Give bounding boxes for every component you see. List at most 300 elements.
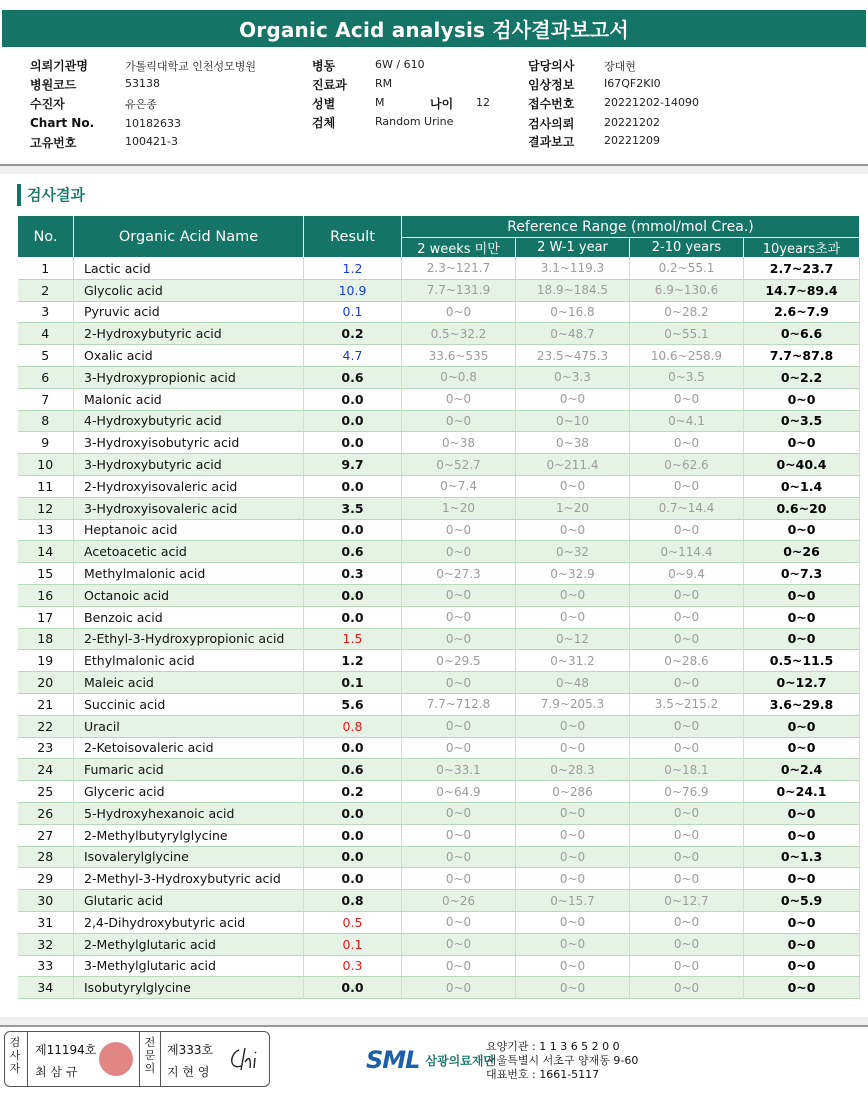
ref-2weeks: 0~38 <box>402 432 516 454</box>
row-number: 29 <box>18 868 74 890</box>
ref-2-10years: 0~0 <box>630 868 744 890</box>
acid-name: 2-Ketoisovaleric acid <box>74 737 304 759</box>
acid-name: Pyruvic acid <box>74 301 304 323</box>
row-number: 15 <box>18 563 74 585</box>
result-value: 10.9 <box>304 279 402 301</box>
row-number: 9 <box>18 432 74 454</box>
table-row <box>18 258 860 280</box>
ref-2weeks: 0~0 <box>402 628 516 650</box>
acid-name: 2-Methylglutaric acid <box>74 933 304 955</box>
header-ref-col: 2-10 years <box>630 238 744 258</box>
patient-info <box>0 57 868 165</box>
ref-2-10years: 0~0 <box>630 388 744 410</box>
ref-over-10years: 0~24.1 <box>744 781 860 803</box>
row-number: 32 <box>18 933 74 955</box>
ref-2weeks: 0~0 <box>402 868 516 890</box>
ref-2w-1year: 0~0 <box>516 846 630 868</box>
row-number: 5 <box>18 345 74 367</box>
org-line: 서울특별시 서초구 양재동 9-60 <box>486 1054 639 1067</box>
ref-2weeks: 0~0 <box>402 519 516 541</box>
ref-over-10years: 0~0 <box>744 868 860 890</box>
table-row <box>18 584 860 606</box>
acid-name: 3-Hydroxyisobutyric acid <box>74 432 304 454</box>
ref-2-10years: 0~114.4 <box>630 541 744 563</box>
ref-2w-1year: 0~0 <box>516 475 630 497</box>
divider <box>27 1032 28 1086</box>
header-ref-col: 2 W-1 year <box>516 238 630 258</box>
ref-2w-1year: 0~0 <box>516 737 630 759</box>
logo-name: 삼광의료재단 <box>425 1053 496 1068</box>
acid-name: Oxalic acid <box>74 345 304 367</box>
header-name: Organic Acid Name <box>74 216 304 258</box>
table-row <box>18 410 860 432</box>
header-reference-range: Reference Range (mmol/mol Crea.) <box>402 216 860 238</box>
ref-2weeks: 0~26 <box>402 890 516 912</box>
acid-name: 3-Hydroxyisovaleric acid <box>74 497 304 519</box>
result-value: 1.5 <box>304 628 402 650</box>
info-value: M <box>375 96 385 109</box>
info-value: 6W / 610 <box>375 58 425 71</box>
table-row <box>18 933 860 955</box>
logo-mark: SML <box>366 1046 420 1074</box>
ref-2w-1year: 23.5~475.3 <box>516 345 630 367</box>
header-result: Result <box>304 216 402 258</box>
ref-2-10years: 0~0 <box>630 628 744 650</box>
ref-2weeks: 0~7.4 <box>402 475 516 497</box>
info-value: Random Urine <box>375 115 454 128</box>
result-value: 0.8 <box>304 890 402 912</box>
result-value: 0.0 <box>304 584 402 606</box>
ref-over-10years: 0~0 <box>744 388 860 410</box>
age-label: 나이 <box>430 97 454 111</box>
result-value: 0.0 <box>304 868 402 890</box>
divider <box>160 1032 161 1086</box>
row-number: 11 <box>18 475 74 497</box>
ref-2-10years: 0~28.2 <box>630 301 744 323</box>
divider-band <box>0 1017 868 1025</box>
info-label: 수진자 <box>30 97 65 111</box>
acid-name: 4-Hydroxybutyric acid <box>74 410 304 432</box>
acid-name: 2-Hydroxyisovaleric acid <box>74 475 304 497</box>
ref-2w-1year: 0~3.3 <box>516 366 630 388</box>
info-label: 고유번호 <box>30 136 77 150</box>
row-number: 20 <box>18 672 74 694</box>
result-value: 1.2 <box>304 258 402 280</box>
ref-over-10years: 0~40.4 <box>744 454 860 476</box>
ref-over-10years: 0~0 <box>744 933 860 955</box>
ref-2weeks: 0~0 <box>402 672 516 694</box>
acid-name: Glutaric acid <box>74 890 304 912</box>
result-value: 0.1 <box>304 301 402 323</box>
ref-2w-1year: 0~0 <box>516 388 630 410</box>
ref-2-10years: 0~0 <box>630 715 744 737</box>
ref-2w-1year: 0~0 <box>516 911 630 933</box>
ref-over-10years: 0~0 <box>744 606 860 628</box>
ref-2weeks: 0~0 <box>402 301 516 323</box>
row-number: 19 <box>18 650 74 672</box>
info-label: 임상정보 <box>528 78 575 92</box>
table-row <box>18 628 860 650</box>
ref-2w-1year: 0~0 <box>516 715 630 737</box>
table-row <box>18 541 860 563</box>
ref-2w-1year: 0~10 <box>516 410 630 432</box>
row-number: 14 <box>18 541 74 563</box>
row-number: 28 <box>18 846 74 868</box>
acid-name: Benzoic acid <box>74 606 304 628</box>
acid-name: 3-Hydroxybutyric acid <box>74 454 304 476</box>
result-value: 0.6 <box>304 759 402 781</box>
header-no: No. <box>18 216 74 258</box>
ref-2-10years: 0.7~14.4 <box>630 497 744 519</box>
info-label: 접수번호 <box>528 97 575 111</box>
ref-2weeks: 0~0 <box>402 846 516 868</box>
ref-over-10years: 0~12.7 <box>744 672 860 694</box>
acid-name: Isovalerylglycine <box>74 846 304 868</box>
header-ref-col: 2 weeks 미만 <box>402 238 516 258</box>
ref-2-10years: 0~0 <box>630 432 744 454</box>
table-row <box>18 781 860 803</box>
ref-2w-1year: 7.9~205.3 <box>516 693 630 715</box>
table-row <box>18 759 860 781</box>
divider-band <box>0 166 868 174</box>
specialist-label: 전문의 <box>144 1036 156 1075</box>
info-value: 장대현 <box>604 60 636 73</box>
acid-name: Succinic acid <box>74 693 304 715</box>
ref-2w-1year: 0~0 <box>516 824 630 846</box>
ref-2w-1year: 0~15.7 <box>516 890 630 912</box>
ref-2weeks: 0.5~32.2 <box>402 323 516 345</box>
ref-2-10years: 0~12.7 <box>630 890 744 912</box>
divider <box>139 1032 140 1086</box>
ref-2-10years: 0~0 <box>630 933 744 955</box>
ref-2w-1year: 0~211.4 <box>516 454 630 476</box>
ref-2w-1year: 0~32 <box>516 541 630 563</box>
table-row <box>18 650 860 672</box>
ref-2weeks: 0~0 <box>402 737 516 759</box>
ref-over-10years: 0~0 <box>744 715 860 737</box>
result-value: 0.0 <box>304 606 402 628</box>
info-label: 의뢰기관명 <box>30 59 88 73</box>
ref-over-10years: 0.6~20 <box>744 497 860 519</box>
ref-2-10years: 0~9.4 <box>630 563 744 585</box>
ref-2w-1year: 0~32.9 <box>516 563 630 585</box>
acid-name: 5-Hydroxyhexanoic acid <box>74 802 304 824</box>
ref-2-10years: 0~0 <box>630 824 744 846</box>
signature-icon <box>227 1044 265 1074</box>
result-value: 5.6 <box>304 693 402 715</box>
row-number: 17 <box>18 606 74 628</box>
ref-2-10years: 0~0 <box>630 846 744 868</box>
result-value: 3.5 <box>304 497 402 519</box>
row-number: 25 <box>18 781 74 803</box>
acid-name: Malonic acid <box>74 388 304 410</box>
ref-2-10years: 0~0 <box>630 519 744 541</box>
result-value: 0.0 <box>304 846 402 868</box>
row-number: 24 <box>18 759 74 781</box>
ref-2-10years: 0~55.1 <box>630 323 744 345</box>
info-value: 유은종 <box>125 98 157 111</box>
table-row <box>18 432 860 454</box>
ref-2weeks: 0~0 <box>402 584 516 606</box>
result-value: 0.1 <box>304 672 402 694</box>
ref-2weeks: 0~0 <box>402 410 516 432</box>
acid-name: Fumaric acid <box>74 759 304 781</box>
ref-2w-1year: 0~0 <box>516 977 630 999</box>
ref-2-10years: 0~4.1 <box>630 410 744 432</box>
table-row <box>18 323 860 345</box>
ref-over-10years: 0~7.3 <box>744 563 860 585</box>
table-row <box>18 519 860 541</box>
result-value: 0.0 <box>304 432 402 454</box>
ref-2weeks: 0~27.3 <box>402 563 516 585</box>
row-number: 12 <box>18 497 74 519</box>
table-row <box>18 868 860 890</box>
table-row <box>18 802 860 824</box>
ref-2w-1year: 18.9~184.5 <box>516 279 630 301</box>
ref-2w-1year: 0~0 <box>516 868 630 890</box>
row-number: 16 <box>18 584 74 606</box>
table-row <box>18 497 860 519</box>
row-number: 18 <box>18 628 74 650</box>
ref-2-10years: 6.9~130.6 <box>630 279 744 301</box>
row-number: 1 <box>18 258 74 280</box>
table-row <box>18 454 860 476</box>
ref-over-10years: 7.7~87.8 <box>744 345 860 367</box>
ref-2-10years: 0~62.6 <box>630 454 744 476</box>
result-value: 0.6 <box>304 366 402 388</box>
ref-2w-1year: 0~0 <box>516 933 630 955</box>
row-number: 30 <box>18 890 74 912</box>
ref-over-10years: 0~0 <box>744 519 860 541</box>
row-number: 6 <box>18 366 74 388</box>
sml-logo <box>366 1040 495 1080</box>
info-value: 53138 <box>125 77 160 90</box>
ref-over-10years: 0~0 <box>744 955 860 977</box>
info-value: 100421-3 <box>125 135 178 148</box>
row-number: 10 <box>18 454 74 476</box>
table-row <box>18 475 860 497</box>
ref-2w-1year: 0~38 <box>516 432 630 454</box>
info-label: 병동 <box>312 59 336 73</box>
acid-name: Heptanoic acid <box>74 519 304 541</box>
specialist-name: 지 현 영 <box>167 1065 210 1079</box>
ref-2weeks: 0~0 <box>402 824 516 846</box>
result-value: 0.2 <box>304 781 402 803</box>
ref-2-10years: 0~28.6 <box>630 650 744 672</box>
table-row <box>18 955 860 977</box>
ref-2-10years: 0~0 <box>630 606 744 628</box>
info-label: 검체 <box>312 116 336 130</box>
ref-2w-1year: 0~16.8 <box>516 301 630 323</box>
ref-over-10years: 0~1.3 <box>744 846 860 868</box>
ref-2weeks: 0~0 <box>402 911 516 933</box>
ref-2-10years: 0~76.9 <box>630 781 744 803</box>
table-row <box>18 977 860 999</box>
ref-over-10years: 0~0 <box>744 977 860 999</box>
ref-2weeks: 2.3~121.7 <box>402 258 516 280</box>
row-number: 4 <box>18 323 74 345</box>
table-row <box>18 345 860 367</box>
ref-over-10years: 0~0 <box>744 584 860 606</box>
ref-over-10years: 0~0 <box>744 802 860 824</box>
ref-2w-1year: 0~12 <box>516 628 630 650</box>
ref-over-10years: 14.7~89.4 <box>744 279 860 301</box>
result-value: 1.2 <box>304 650 402 672</box>
seal-stamp-icon <box>99 1042 133 1076</box>
ref-over-10years: 0.5~11.5 <box>744 650 860 672</box>
info-label: 검사의뢰 <box>528 117 575 131</box>
info-value: 20221202 <box>604 116 660 129</box>
acid-name: 2-Methyl-3-Hydroxybutyric acid <box>74 868 304 890</box>
info-value: 20221209 <box>604 134 660 147</box>
ref-2-10years: 0~0 <box>630 475 744 497</box>
result-value: 0.3 <box>304 563 402 585</box>
ref-2-10years: 0~0 <box>630 802 744 824</box>
table-row <box>18 737 860 759</box>
ref-2weeks: 33.6~535 <box>402 345 516 367</box>
ref-2w-1year: 0~0 <box>516 955 630 977</box>
examiner-license: 제11194호 <box>35 1043 97 1057</box>
result-value: 0.2 <box>304 323 402 345</box>
row-number: 2 <box>18 279 74 301</box>
acid-name: Ethylmalonic acid <box>74 650 304 672</box>
ref-over-10years: 0~2.2 <box>744 366 860 388</box>
result-value: 0.0 <box>304 977 402 999</box>
ref-over-10years: 3.6~29.8 <box>744 693 860 715</box>
acid-name: 2-Ethyl-3-Hydroxypropionic acid <box>74 628 304 650</box>
info-value: RM <box>375 77 393 90</box>
table-row <box>18 672 860 694</box>
ref-2weeks: 0~29.5 <box>402 650 516 672</box>
ref-2-10years: 0~0 <box>630 584 744 606</box>
row-number: 33 <box>18 955 74 977</box>
specialist-license: 제333호 <box>167 1043 214 1057</box>
ref-over-10years: 2.6~7.9 <box>744 301 860 323</box>
info-label: 진료과 <box>312 78 347 92</box>
result-value: 4.7 <box>304 345 402 367</box>
ref-2-10years: 0~0 <box>630 977 744 999</box>
result-value: 0.8 <box>304 715 402 737</box>
ref-2-10years: 0~3.5 <box>630 366 744 388</box>
row-number: 26 <box>18 802 74 824</box>
ref-over-10years: 0~1.4 <box>744 475 860 497</box>
row-number: 27 <box>18 824 74 846</box>
acid-name: 3-Hydroxypropionic acid <box>74 366 304 388</box>
acid-name: Uracil <box>74 715 304 737</box>
info-value: 가톨릭대학교 인천성모병원 <box>125 60 257 73</box>
info-value: 20221202-14090 <box>604 96 699 109</box>
ref-2w-1year: 0~28.3 <box>516 759 630 781</box>
row-number: 13 <box>18 519 74 541</box>
divider <box>0 1025 868 1027</box>
ref-2w-1year: 0~0 <box>516 584 630 606</box>
ref-over-10years: 0~0 <box>744 737 860 759</box>
info-label: 결과보고 <box>528 135 575 149</box>
table-row <box>18 824 860 846</box>
ref-2w-1year: 3.1~119.3 <box>516 258 630 280</box>
result-value: 0.0 <box>304 388 402 410</box>
result-value: 0.3 <box>304 955 402 977</box>
row-number: 21 <box>18 693 74 715</box>
ref-2weeks: 1~20 <box>402 497 516 519</box>
result-value: 0.1 <box>304 933 402 955</box>
info-label: 병원코드 <box>30 78 77 92</box>
ref-2weeks: 0~52.7 <box>402 454 516 476</box>
ref-2-10years: 0~0 <box>630 955 744 977</box>
row-number: 23 <box>18 737 74 759</box>
result-value: 0.0 <box>304 824 402 846</box>
result-value: 0.0 <box>304 519 402 541</box>
ref-2weeks: 0~0 <box>402 388 516 410</box>
acid-name: Maleic acid <box>74 672 304 694</box>
ref-over-10years: 0~2.4 <box>744 759 860 781</box>
ref-2w-1year: 0~0 <box>516 606 630 628</box>
ref-2weeks: 0~0 <box>402 715 516 737</box>
acid-name: 2-Methylbutyrylglycine <box>74 824 304 846</box>
organization-info <box>486 1040 638 1082</box>
acid-name: Glyceric acid <box>74 781 304 803</box>
table-row <box>18 563 860 585</box>
info-label: 성별 <box>312 97 336 111</box>
ref-over-10years: 0~0 <box>744 911 860 933</box>
ref-over-10years: 0~3.5 <box>744 410 860 432</box>
header-ref-col: 10years초과 <box>744 238 860 258</box>
ref-2-10years: 0.2~55.1 <box>630 258 744 280</box>
table-row <box>18 301 860 323</box>
ref-2weeks: 0~0 <box>402 933 516 955</box>
result-value: 0.0 <box>304 802 402 824</box>
ref-2-10years: 0~0 <box>630 737 744 759</box>
ref-over-10years: 0~0 <box>744 432 860 454</box>
ref-over-10years: 2.7~23.7 <box>744 258 860 280</box>
row-number: 31 <box>18 911 74 933</box>
acid-name: Glycolic acid <box>74 279 304 301</box>
results-table <box>17 215 860 999</box>
ref-2weeks: 0~33.1 <box>402 759 516 781</box>
examiner-name: 최 삼 규 <box>35 1065 78 1079</box>
report-title: Organic Acid analysis 검사결과보고서 <box>2 10 866 47</box>
row-number: 7 <box>18 388 74 410</box>
ref-2weeks: 0~0 <box>402 541 516 563</box>
acid-name: Lactic acid <box>74 258 304 280</box>
result-value: 0.6 <box>304 541 402 563</box>
ref-2-10years: 0~0 <box>630 911 744 933</box>
org-line: 요양기관 : 1 1 3 6 5 2 0 0 <box>486 1040 620 1053</box>
ref-2w-1year: 1~20 <box>516 497 630 519</box>
ref-2weeks: 0~0 <box>402 977 516 999</box>
ref-2w-1year: 0~286 <box>516 781 630 803</box>
result-value: 0.0 <box>304 410 402 432</box>
ref-over-10years: 0~26 <box>744 541 860 563</box>
ref-2w-1year: 0~0 <box>516 802 630 824</box>
table-row <box>18 693 860 715</box>
ref-over-10years: 0~0 <box>744 824 860 846</box>
result-value: 9.7 <box>304 454 402 476</box>
table-row <box>18 911 860 933</box>
result-value: 0.5 <box>304 911 402 933</box>
ref-2weeks: 0~0.8 <box>402 366 516 388</box>
acid-name: Acetoacetic acid <box>74 541 304 563</box>
table-row <box>18 846 860 868</box>
row-number: 3 <box>18 301 74 323</box>
info-label: Chart No. <box>30 116 95 130</box>
age-value: 12 <box>476 96 490 109</box>
results-body <box>18 258 860 999</box>
acid-name: Methylmalonic acid <box>74 563 304 585</box>
ref-2weeks: 0~64.9 <box>402 781 516 803</box>
info-value: I67QF2KI0 <box>604 77 661 90</box>
ref-2weeks: 7.7~131.9 <box>402 279 516 301</box>
